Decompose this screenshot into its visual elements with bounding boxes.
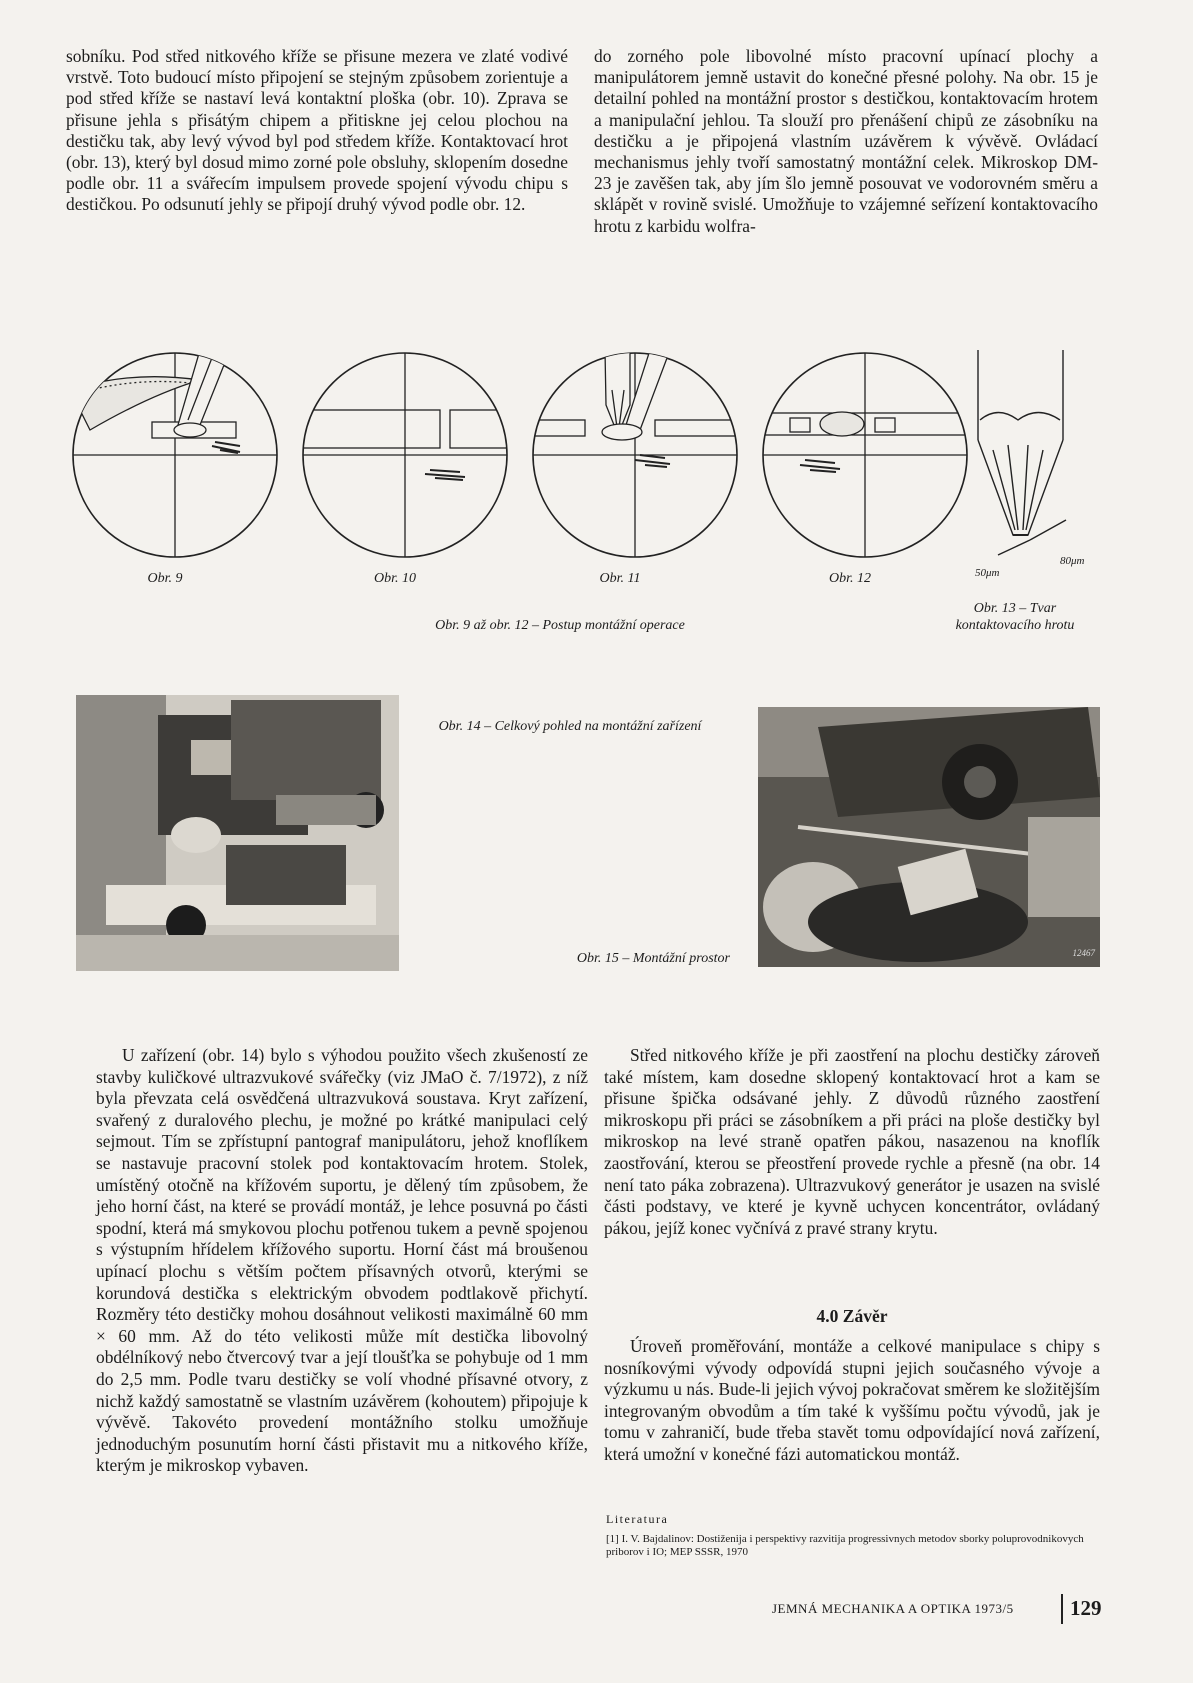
page-number: 129 <box>1070 1596 1102 1620</box>
literature-title: Literatura <box>606 1512 669 1526</box>
figure-11-drawing <box>530 350 740 560</box>
figure-15-caption: Obr. 15 – Montážní prostor <box>576 951 730 966</box>
section-heading: 4.0 Závěr <box>816 1306 888 1326</box>
figure-15-number: 12467 <box>1072 948 1095 958</box>
literature-reference: [1] I. V. Bajdalinov: Dostiženija i perspektivy razvitija progressivnych metodov sborky poluprovodnikovych priborov i IO; MEP SSSR, 1970 <box>606 1533 1084 1558</box>
figure-12-drawing <box>760 350 970 560</box>
figures-9-12-caption: Obr. 9 až obr. 12 – Postup montážní operace <box>435 618 685 633</box>
footer-divider <box>1061 1594 1063 1624</box>
figure-15-photo <box>758 707 1100 967</box>
top-right-paragraph: do zorného pole libovolné místo pracovní upínací plochy a manipulátorem jemně ustavit do konečné přesné polohy. Na obr. 15 je detailní pohled na montážní prostor s destičkou, kontaktovacím hrotem a manipulační jehlou. Ta slouží pro přenášení chipů ze zásobníku na destičku a je připojená vlastním uzávěrem k vývěvě. Ovládací mechanismus jehly tvoří samostatný montážní celek. Mikroskop DM-23 je zavěšen tak, aby jím šlo jemně posouvat ve vodorovném směru a sklápět v rovině svislé. Umožňuje to vzájemné seřízení kontaktovacího hrotu z karbidu wolfra- <box>594 46 1098 236</box>
figure-14-photo <box>76 695 399 971</box>
figure-11-label: Obr. 11 <box>599 571 641 586</box>
figure-12-label: Obr. 12 <box>828 571 871 586</box>
top-left-paragraph: sobníku. Pod střed nitkového kříže se přisune mezera ve zlaté vodivé vrstvě. Toto budoucí místo připojení se stejným způsobem zorientuje a pod střed kříže se nastaví levá kontaktní ploška (obr. 10). Zprava se přisune jehla s přisátým chipem a přitiskne jej celou plochou na destičku tak, aby levý vývod byl pod středem kříže. Kontaktovací hrot (obr. 13), který byl dosud mimo zorné pole obsluhy, sklopením dosedne podle obr. 11 a svářecím impulsem provede spojení vývodu chipu s destičkou. Po odsunutí jehly se připojí druhý vývod podle obr. 12. <box>66 46 568 215</box>
figure-13-measure-50: 50μm <box>975 567 1000 579</box>
figure-10-label: Obr. 10 <box>373 571 416 586</box>
figure-14-caption: Obr. 14 – Celkový pohled na montážní zařízení <box>438 719 702 734</box>
figure-13-drawing <box>968 350 1078 565</box>
figure-9-drawing <box>70 350 280 560</box>
conclusion-paragraph: Úroveň proměřování, montáže a celkové manipulace s chipy s nosníkovými vývody odpovídá stupni jejich současného vývoje a výzkumu u nás. Bude-li jejich vývoj pokračovat směrem ke složitějším integrovaným obvodům a tím také k vyššímu počtu vývodů, jak je tomu v zahraničí, bude třeba stavět tomu odpovídající nová zařízení, která umožní v konečné fázi automatickou montáž. <box>604 1336 1100 1464</box>
footer-journal: JEMNÁ MECHANIKA A OPTIKA 1973/5 <box>772 1601 1014 1616</box>
figure-10-drawing <box>300 350 510 560</box>
figure-9-label: Obr. 9 <box>147 571 183 586</box>
bottom-right-paragraph: Střed nitkového kříže je při zaostření na plochu destičky zároveň také místem, kam dosedne sklopený kontaktovací hrot a kam se přisune špička odsávané jehly. Z důvodů různého zaostření mikroskopu při práci se zásobníkem a při práci na ploše destičky byl mikroskop na levé straně opatřen pákou, nasazenou na knoflík zaostřování, kterou se přeostření provede rychle a přesně (na obr. 14 není tato páka zobrazena). Ultrazvukový generátor je usazen na svislé části podstavy, ve které je kyvně uchycen koncentrátor, ovládaný pákou, jejíž konec vyčnívá z pravé strany krytu. <box>604 1045 1100 1238</box>
figure-13-caption: Obr. 13 – Tvar kontaktovacího hrotu <box>955 601 1075 633</box>
bottom-left-paragraph: U zařízení (obr. 14) bylo s výhodou použito všech zkušeností ze stavby kuličkové ultrazvukové svářečky (viz JMaO č. 7/1972), z níž byla převzata celá osvědčená ultrazvuková soustava. Kryt zařízení, svařený z duralového plechu, je možné po krátké manipulaci celý sejmout. Tím se zpřístupní pantograf manipulátoru, jehož knoflíkem se nastavuje pracovní stolek pod kontaktovacím hrotem. Stolek, umístěný otočně na křížovém suportu, je dělený tím způsobem, že jeho horní část, na které se provádí montáž, je lehce posuvná po části spodní, která má smykovou plochu potřenou tukem a pevně spojenou s výstupním hřídelem křížového suportu. Horní část má broušenou upínací plochu s větším počtem přísavných otvorů, kterými se korundová destička s elektrickým obvodem podtlakově přichytí. Rozměry této destičky mohou dosáhnout velikosti maximálně 60 mm × 60 mm. Až do této velikosti může mít destička libovolný obdélníkový nebo čtvercový tvar a její tloušťka se pohybuje od 1 mm do 2,5 mm. Podle tvaru destičky se volí vhodné přísavné otvory, z nichž každý samostatně se vlastním uzávěrem (kohoutem) připojuje k vývěvě. Takovéto provedení montážního stolku umožňuje jednoduchým posunutím horní části přistavit mu a nitkového kříže, kterým je mikroskop vybaven. <box>96 1045 588 1476</box>
figure-13-measure-80: 80μm <box>1060 555 1085 567</box>
